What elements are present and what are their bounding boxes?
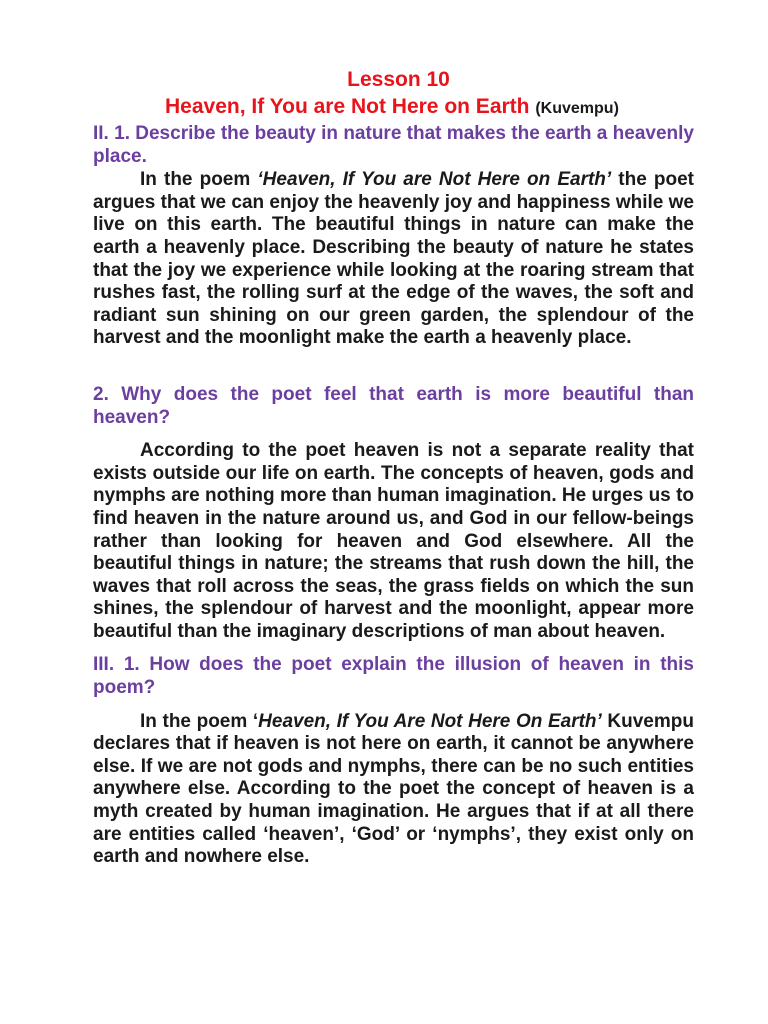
answer-2: According to the poet heaven is not a separate reality that exists outside our life on earth. The concepts of heaven, gods and nymphs are nothing more than human imagination. He urges us to find heaven in the nature around us, and God in our fellow-beings rather than looking for heaven and God elsewhere. All the beautiful things in nature; the streams that rush down the hill, the waves that roll across the seas, the grass fields on which the sun shines, the splendour of harvest and the moonlight, appear more beautiful than the imaginary descriptions of man about heaven.	[93, 440, 694, 642]
answer-1-lead: In the poem	[140, 169, 258, 191]
answer-1	[93, 169, 694, 350]
answer-1-poem-title: ‘Heaven, If You are Not Here on Earth’	[257, 169, 612, 191]
answer-3-poem-title: Heaven, If You Are Not Here On Earth’	[258, 710, 602, 732]
document-page	[93, 66, 694, 869]
answer-3	[93, 711, 694, 869]
lesson-title: Lesson 10	[347, 68, 450, 91]
question-1: II. 1. Describe the beauty in nature that makes the earth a heavenly place.	[93, 123, 694, 167]
question-3: III. 1. How does the poet explain the illusion of heaven in this poem?	[93, 654, 694, 699]
answer-1-text: the poet argues that we can enjoy the heavenly joy and happiness while we live on this earth. The beautiful things in nature can make the earth a heavenly place. Describing the beauty of nature he states that the joy we experience while looking at the roaring stream that rushes fast, the rolling surf at the edge of the waves, the soft and radiant sun shining on our green garden, the splendour of the harvest and the moonlight make the earth a heavenly place.	[93, 169, 694, 349]
answer-3-text: Kuvempu declares that if heaven is not here on earth, it cannot be anywhere else. If we are not gods and nymphs, there can be no such entities anywhere else. According to the poet the concept of heaven is a myth created by human imagination. He argues that if at all there are entities called ‘heaven’, ‘God’ or ‘nymphs’, they exist only on earth and nowhere else.	[93, 710, 694, 868]
poem-title-text: Heaven, If You are Not Here on Earth	[165, 95, 530, 118]
question-2: 2. Why does the poet feel that earth is more beautiful than heaven?	[93, 383, 694, 428]
poem-author: (Kuvempu)	[535, 100, 619, 117]
answer-3-lead: In the poem ‘	[140, 710, 259, 732]
poem-title	[93, 94, 694, 122]
